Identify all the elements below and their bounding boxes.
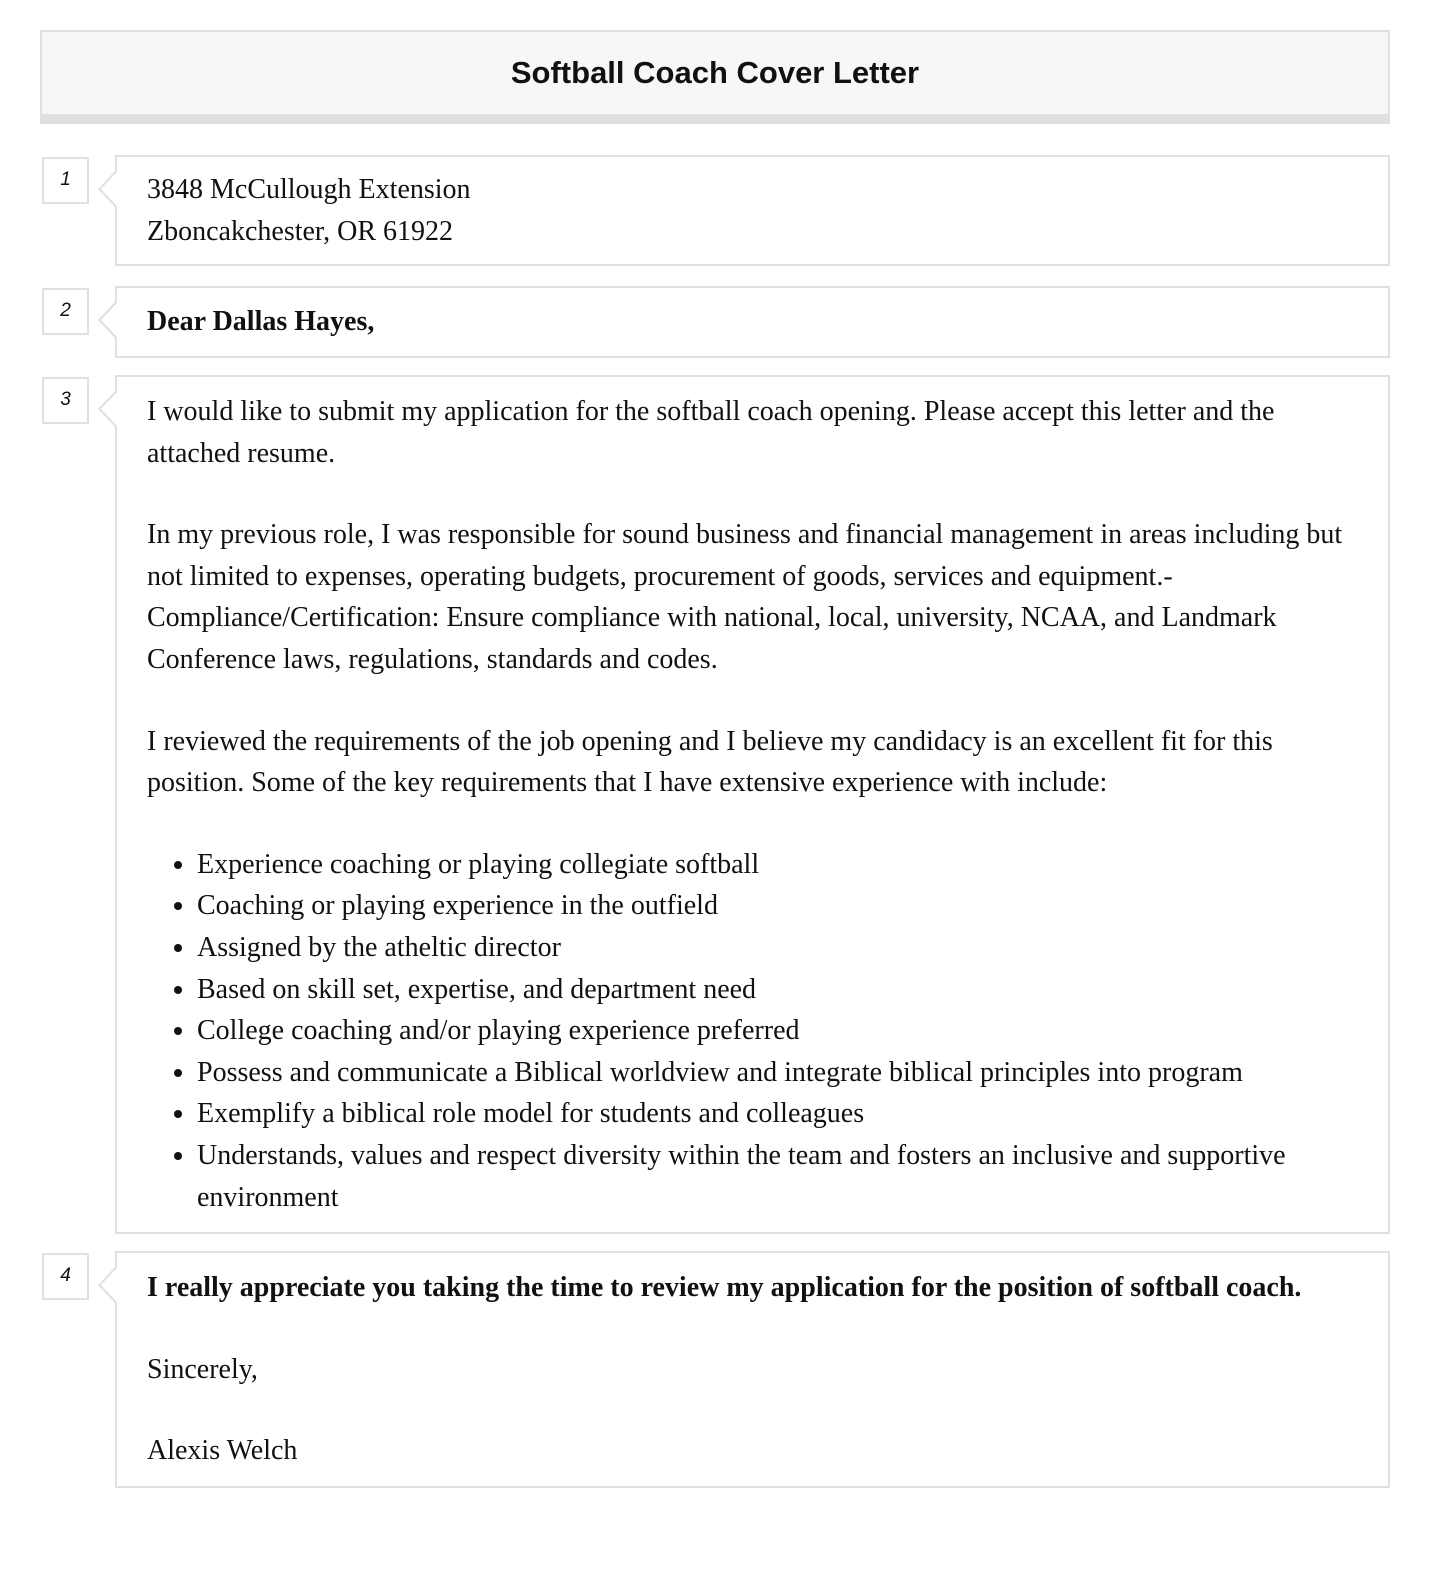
section-number: 4 xyxy=(42,1253,89,1300)
requirements-list xyxy=(147,844,1358,1218)
list-item: • Exemplify a biblical role model for students and colleagues xyxy=(197,1093,1358,1135)
section-number: 1 xyxy=(42,157,89,204)
section-number: 3 xyxy=(42,377,89,424)
body-paragraph-intro: I would like to submit my application for the softball coach opening. Please accept this letter and the attached resume. xyxy=(147,396,1275,469)
closing-box xyxy=(115,1251,1390,1488)
address-line-2: Zboncakchester, OR 61922 xyxy=(147,215,454,247)
salutation: Dear Dallas Hayes, xyxy=(147,306,375,337)
body-paragraph-experience: In my previous role, I was responsible for sound business and financial management in areas including but not limited to expenses, operating budgets, procurement of goods, services and equipment.-Compliance/Certification: Ensure compliance with national, local, university, NCAA, and Landmark Conference laws, regulations, standards and codes. xyxy=(147,519,1343,675)
list-item: • Assigned by the atheltic director xyxy=(197,927,1358,969)
signature: Alexis Welch xyxy=(147,1435,298,1467)
salutation-box xyxy=(115,286,1390,358)
list-item: • Possess and communicate a Biblical worldview and integrate biblical principles into program xyxy=(197,1052,1358,1094)
list-item: • Coaching or playing experience in the outfield xyxy=(197,885,1358,927)
sign-off: Sincerely, xyxy=(147,1353,258,1385)
address-box xyxy=(115,155,1390,266)
page-title: Softball Coach Cover Letter xyxy=(510,55,920,90)
list-item: • Understands, values and respect diversity within the team and fosters an inclusive and supportive environment xyxy=(197,1135,1358,1218)
body-box xyxy=(115,375,1390,1234)
address-line-1: 3848 McCullough Extension xyxy=(147,174,471,205)
list-item: • Experience coaching or playing collegiate softball xyxy=(197,844,1358,886)
list-item: • College coaching and/or playing experience preferred xyxy=(197,1010,1358,1052)
section-number: 2 xyxy=(42,288,89,335)
closing-statement: I really appreciate you taking the time to review my application for the position of softball coach. xyxy=(147,1272,1302,1303)
page-header xyxy=(40,30,1390,124)
body-paragraph-requirements: I reviewed the requirements of the job opening and I believe my candidacy is an excellent fit for this position. Some of the key requirements that I have extensive experience with include: xyxy=(147,725,1273,799)
list-item: • Based on skill set, expertise, and department need xyxy=(197,969,1358,1011)
